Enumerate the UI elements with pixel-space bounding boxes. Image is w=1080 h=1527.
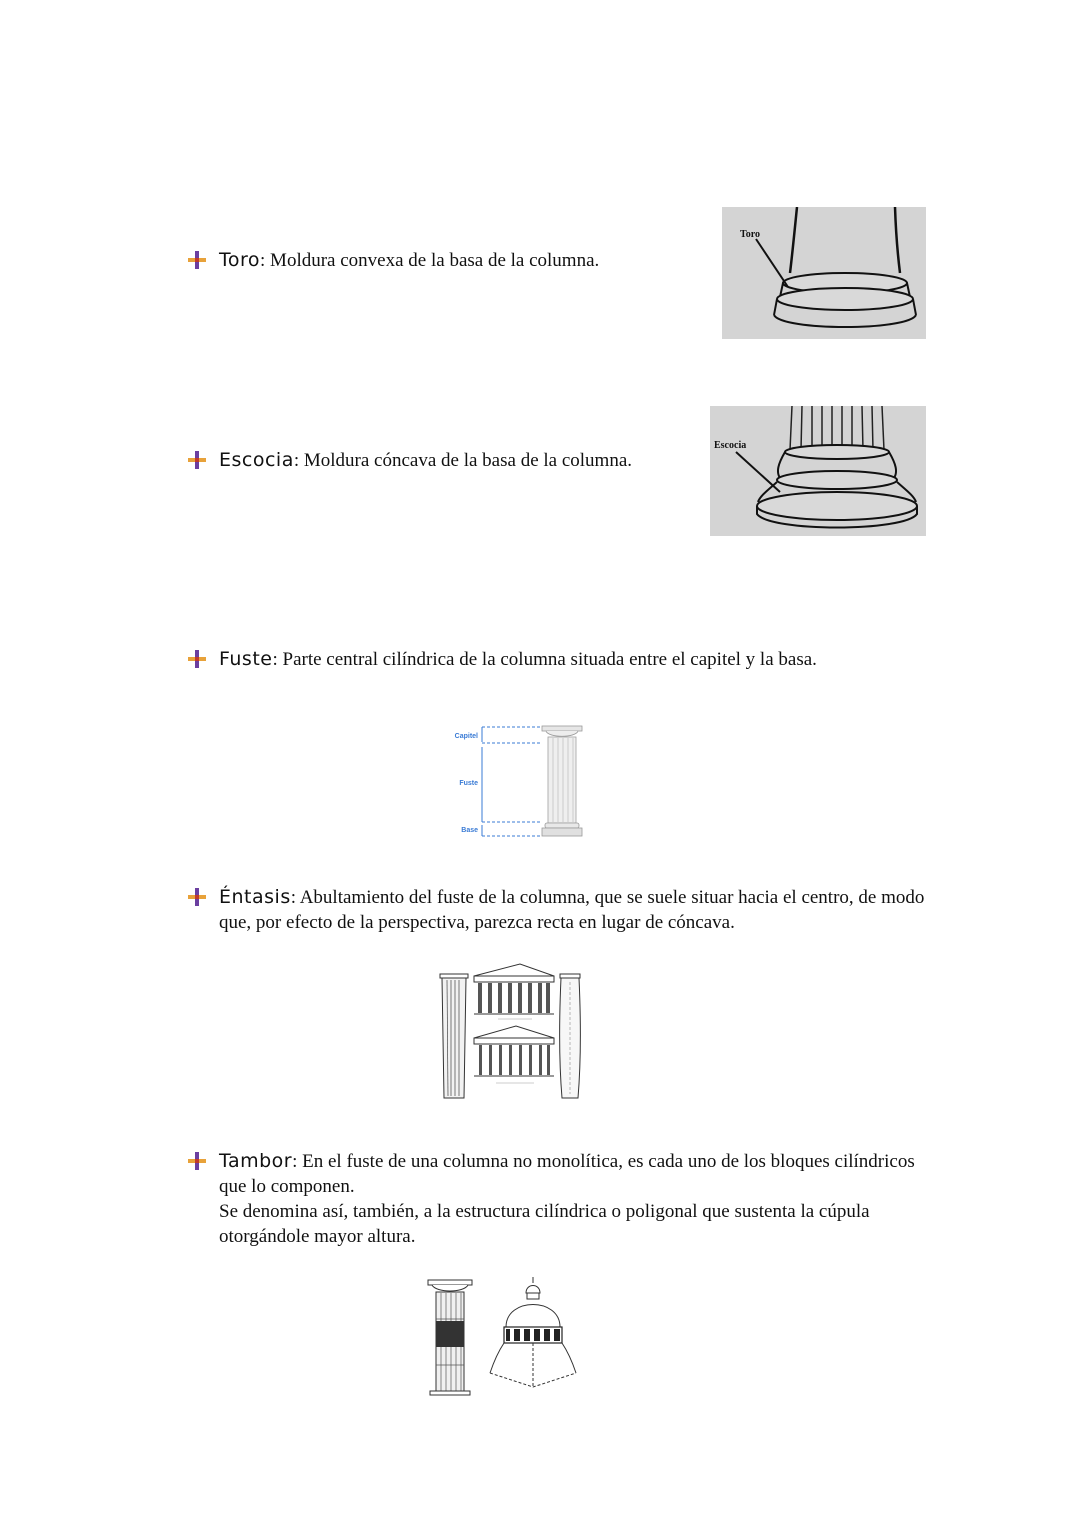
bullet-icon bbox=[186, 1150, 208, 1172]
definition-text: : Moldura convexa de la basa de la columna. bbox=[260, 250, 600, 271]
entry-fuste bbox=[186, 647, 926, 672]
term-label: Toro bbox=[219, 249, 261, 271]
definition-text: : Abultamiento del fuste de la columna, que se suele situar hacia el centro, de modo que, por efecto de la perspectiva, parezca recta en lugar de cóncava. bbox=[219, 887, 925, 933]
definition-text-2: Se denomina así, también, a la estructura cilíndrica o poligonal que sustenta la cúpula otorgándole mayor altura. bbox=[219, 1201, 870, 1247]
entasis-figure bbox=[436, 962, 586, 1104]
term-label: Éntasis bbox=[219, 886, 291, 908]
definition-text: : Moldura cóncava de la basa de la columna. bbox=[293, 450, 633, 471]
term-label: Fuste bbox=[219, 648, 273, 670]
toro-figure-label: Toro bbox=[740, 229, 761, 240]
toro-figure bbox=[722, 207, 926, 339]
fuste-figure bbox=[452, 722, 584, 840]
entry-tambor bbox=[186, 1149, 926, 1249]
bullet-icon bbox=[186, 648, 208, 670]
definition-text: : Parte central cilíndrica de la columna situada entre el capitel y la basa. bbox=[272, 649, 817, 670]
base-label: Base bbox=[461, 827, 478, 834]
bullet-icon bbox=[186, 449, 208, 471]
definition-text: : En el fuste de una columna no monolítica, es cada uno de los bloques cilíndricos que lo componen. bbox=[219, 1151, 915, 1197]
term-label: Tambor bbox=[219, 1150, 293, 1172]
capitel-label: Capitel bbox=[454, 733, 478, 740]
bullet-icon bbox=[186, 886, 208, 908]
tambor-figure bbox=[426, 1275, 586, 1397]
bullet-icon bbox=[186, 249, 208, 271]
escocia-figure bbox=[710, 406, 926, 536]
entry-entasis bbox=[186, 885, 926, 935]
fuste-label: Fuste bbox=[459, 780, 478, 787]
escocia-figure-label: Escocia bbox=[714, 440, 747, 451]
term-label: Escocia bbox=[219, 449, 294, 471]
